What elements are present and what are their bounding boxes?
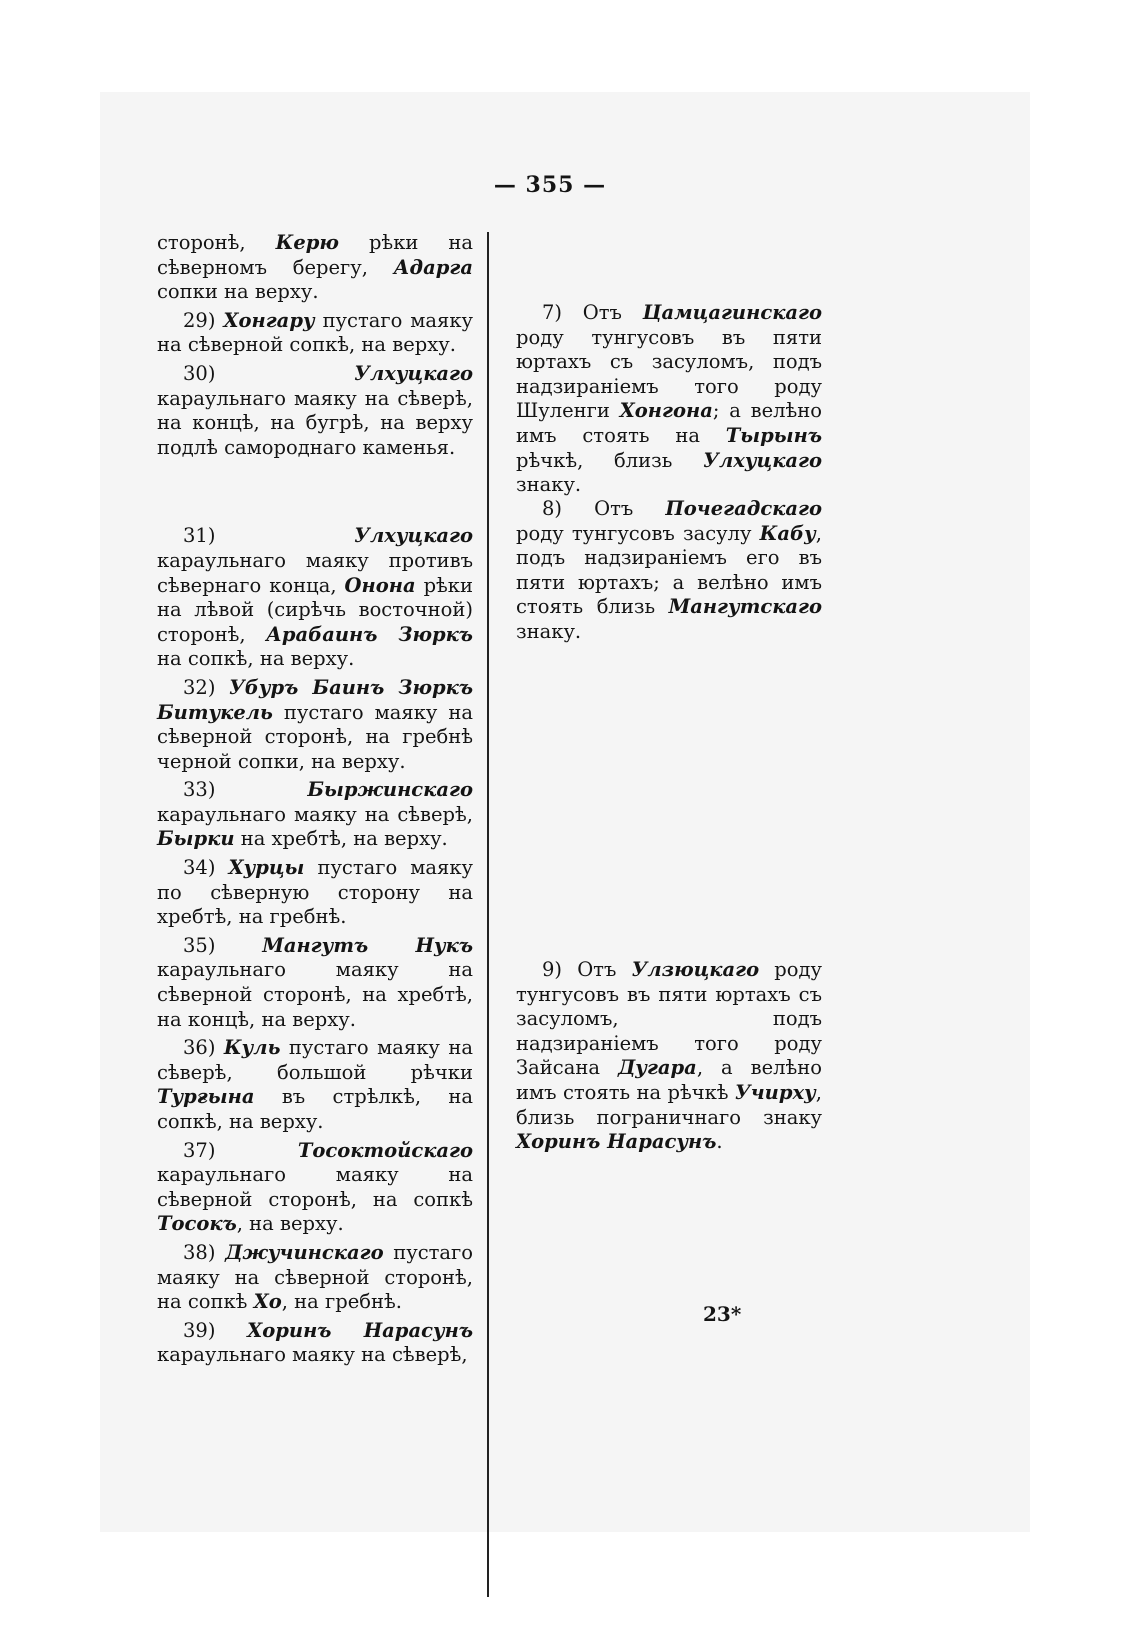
item-7-text: 7) Отъ Цамцагинскаго роду тунгусовъ въ пяти юртахъ съ засуломъ, подъ надзираніемъ того роду Шуленги Хонгона; а велѣно имъ стоять на Тырынъ рѣчкѣ, близь Улхуцкаго знаку. bbox=[516, 301, 823, 497]
right-item-9 bbox=[516, 958, 822, 1155]
column-divider bbox=[487, 232, 489, 1597]
item-32: 32) Убуръ Баинъ Зюркъ Битукель пустаго маяку на сѣверной сторонѣ, на гребнѣ черной сопки, на верху. bbox=[157, 675, 474, 773]
item-34: 34) Хурцы пустаго маяку по сѣверную сторону на хребтѣ, на гребнѣ. bbox=[157, 856, 474, 929]
left-column bbox=[157, 231, 473, 1368]
page-number: — 355 — bbox=[493, 172, 607, 198]
item-38: 38) Джучинскаго пустаго маяку на сѣверной сторонѣ, на сопкѣ Хо, на гребнѣ. bbox=[157, 1240, 474, 1314]
item-9-text: 9) Отъ Улзюцкаго роду тунгусовъ въ пяти юртахъ съ засуломъ, подъ надзираніемъ того роду Зайсана Дугара, а велѣно имъ стоять на рѣчкѣ Учирху, близь пограничнаго знаку Хоринъ Нарасунъ. bbox=[516, 958, 823, 1154]
item-33: 33) Быржинскаго караульнаго маяку на сѣверѣ, Бырки на хребтѣ, на верху. bbox=[157, 778, 473, 851]
right-item-8 bbox=[516, 497, 822, 645]
item-8-text: 8) Отъ Почегадскаго роду тунгусовъ засулу Кабу, подъ надзираніемъ его въ пяти юртахъ; а велѣно имъ стоять близь Мангутскаго знаку. bbox=[516, 497, 823, 643]
item-31: 31) Улхуцкаго караульнаго маяку противъ сѣвернаго конца, Онона рѣки на лѣвой (сирѣчь восточной) сторонѣ, Арабаинъ Зюркъ на сопкѣ, на верху. bbox=[157, 524, 473, 671]
item-37: 37) Тосоктойскаго караульнаго маяку на сѣверной сторонѣ, на сопкѣ Тосокъ, на верху. bbox=[157, 1138, 473, 1236]
item-35: 35) Мангутъ Нукъ караульнаго маяку на сѣверной сторонѣ, на хребтѣ, на концѣ, на верху. bbox=[157, 933, 473, 1031]
item-29: 29) Хонгару пустаго маяку на сѣверной сопкѣ, на верху. bbox=[157, 308, 474, 357]
signature-mark: 23* bbox=[703, 1302, 742, 1326]
item-36: 36) Куль пустаго маяку на сѣверѣ, большой рѣчки Турғына въ стрѣлкѣ, на сопкѣ, на верху. bbox=[157, 1036, 473, 1133]
paragraph-continuation: сторонѣ, Керю рѣки на сѣверномъ берегу, Адарга сопки на верху. bbox=[157, 231, 474, 304]
item-39: 39) Хоринъ Нарасунъ караульнаго маяку на сѣверѣ, bbox=[157, 1318, 474, 1367]
right-item-7 bbox=[516, 301, 822, 498]
item-30: 30) Улхуцкаго караульнаго маяку на сѣверѣ, на концѣ, на бугрѣ, на верху подлѣ самороднаго каменья. bbox=[157, 361, 473, 459]
